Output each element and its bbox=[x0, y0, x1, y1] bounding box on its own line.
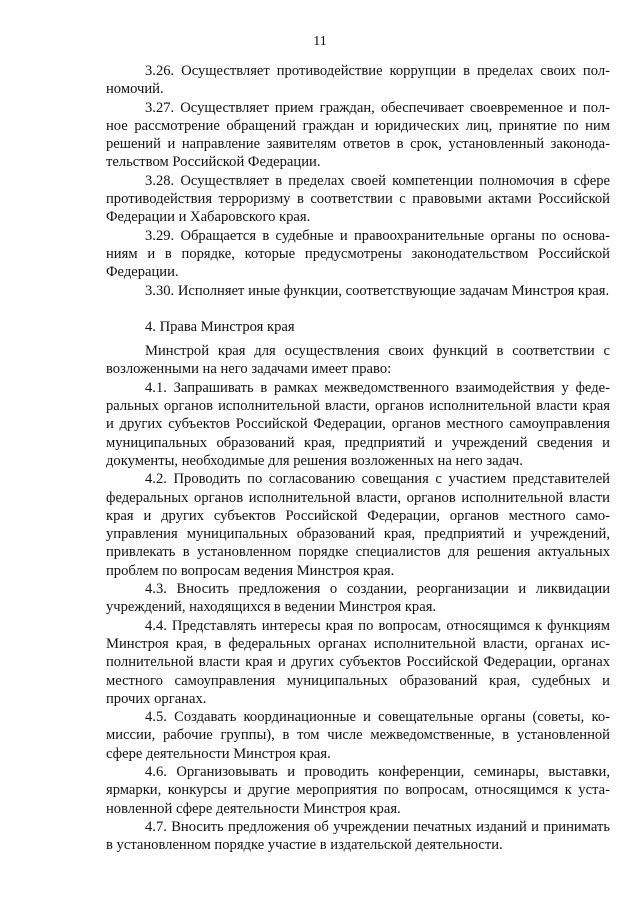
paragraph-3-27: 3.27. Осуществляет прием граждан, обеспечивает своевременное и полное рассмотрение обращений граждан и юридических лиц, принятие по ним решений и направление заявителям ответов в срок, установленный законодательством Российской Федерации. bbox=[106, 99, 610, 171]
paragraph-4-4: 4.4. Представлять интересы края по вопросам, относящимся к функциям Минстроя края, в федеральных органах исполнительной власти, органах исполнительной власти края и других субъектов Российской Федерации, органах местного самоуправления муниципальных образований края, судебных и прочих органах. bbox=[106, 617, 610, 707]
section-4-intro: Минстрой края для осуществления своих функций в соответствии с возложенными на него задачами имеет право: bbox=[106, 343, 610, 378]
paragraph-4-1: 4.1. Запрашивать в рамках межведомственного взаимодействия у федеральных органов исполнительной власти, органов исполнительной власти края и других субъектов Российской Федерации, органов местного самоуправления муниципальных образований края, предприятий и учреждений сведения и документы, необходимые для решения возложенных на него задач. bbox=[106, 379, 610, 469]
paragraph-3-29: 3.29. Обращается в судебные и правоохранительные органы по основаниям и в порядке, которые предусмотрены законодательством Российской Федерации. bbox=[106, 227, 610, 281]
page-number: 11 bbox=[313, 34, 327, 49]
paragraph-4-5: 4.5. Создавать координационные и совещательные органы (советы, комиссии, рабочие группы), в том числе межведомственные, в установленной сфере деятельности Минстроя края. bbox=[106, 709, 610, 762]
paragraph-3-26: 3.26. Осуществляет противодействие коррупции в пределах своих полномочий. bbox=[106, 63, 610, 98]
paragraph-4-6: 4.6. Организовывать и проводить конференции, семинары, выставки, ярмарки, конкурсы и другие мероприятия по вопросам, относящимся к установленной сфере деятельности Минстроя края. bbox=[106, 763, 610, 817]
paragraph-4-2: 4.2. Проводить по согласованию совещания с участием представителей федеральных органов исполнительной власти, органов исполнительной власти края и других субъектов Российской Федерации, органов местного самоуправления муниципальных образований края, предприятий и учреждений, привлекать в установленном порядке специалистов для решения актуальных проблем по вопросам ведения Минстроя края. bbox=[106, 471, 610, 579]
paragraph-4-7: 4.7. Вносить предложения об учреждении печатных изданий и принимать в установленном порядке участие в издательской деятельности. bbox=[106, 818, 610, 854]
section-4-heading: 4. Права Минстроя края bbox=[145, 318, 295, 335]
paragraph-3-30: 3.30. Исполняет иные функции, соответствующие задачам Минстроя края. bbox=[145, 282, 610, 299]
document-body bbox=[106, 62, 610, 854]
paragraph-4-3: 4.3. Вносить предложения о создании, реорганизации и ликвидации учреждений, находящихся в ведении Минстроя края. bbox=[106, 581, 610, 616]
paragraph-3-28: 3.28. Осуществляет в пределах своей компетенции полномочия в сфере противодействия терроризму в соответствии с правовыми актами Российской Федерации и Хабаровского края. bbox=[106, 172, 610, 226]
